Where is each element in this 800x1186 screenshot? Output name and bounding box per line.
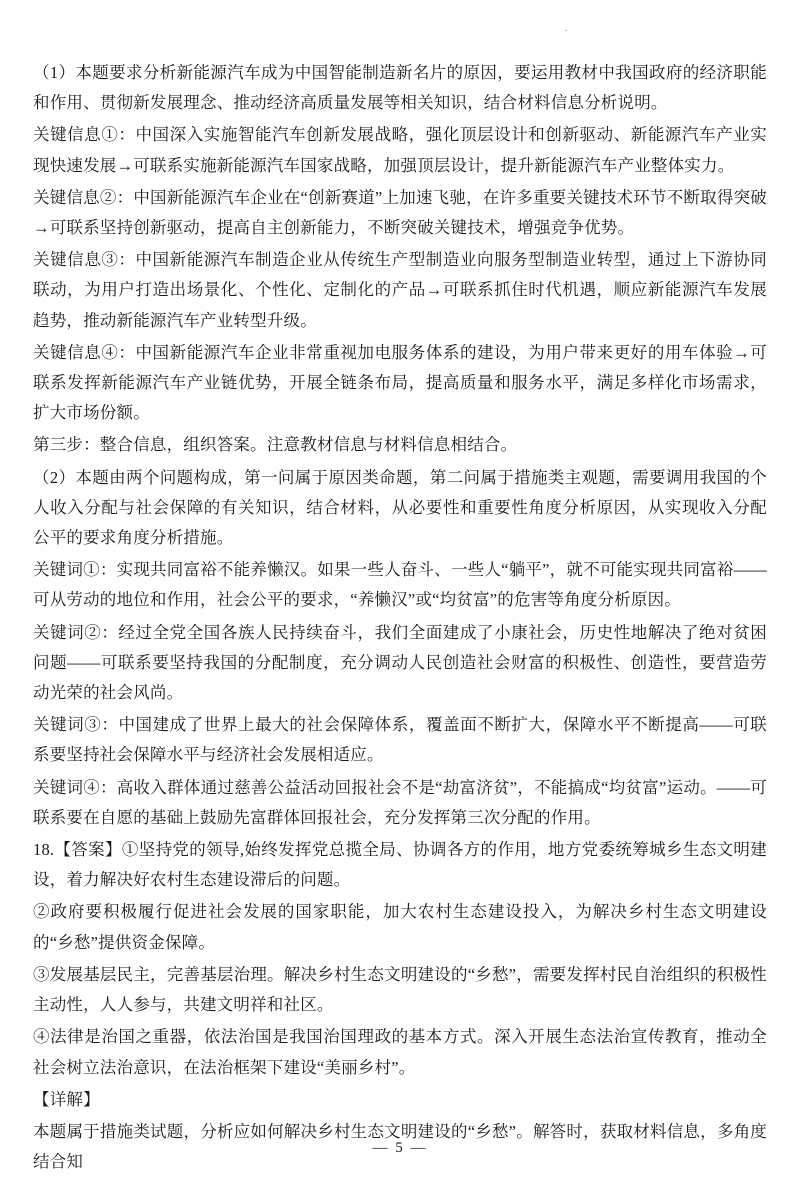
- answer-sheet-content: [33, 58, 767, 1179]
- q17-key-info-1-paragraph: 关键信息①：中国深入实施智能汽车创新发展战略，强化顶层设计和创新驱动、新能源汽车产业实现快速发展→可联系实施新能源汽车国家战略，加强顶层设计，提升新能源汽车产业整体实力。: [33, 125, 767, 175]
- q18-answer-point-4-paragraph: ④法律是治国之重器，依法治国是我国治国理政的基本方式。深入开展生态法治宣传教育，推动全社会树立法治意识，在法治框架下建设“美丽乡村”。: [33, 1027, 767, 1077]
- q18-answer-point-2-paragraph: ②政府要积极履行促进社会发展的国家职能，加大农村生态建设投入，为解决乡村生态文明建设的“乡愁”提供资金保障。: [33, 902, 767, 952]
- page-number: — 5 —: [372, 1140, 428, 1156]
- q17-part1-method-paragraph: （1）本题要求分析新能源汽车成为中国智能制造新名片的原因，要运用教材中我国政府的经济职能和作用、贯彻新发展理念、推动经济高质量发展等相关知识，结合材料信息分析说明。: [33, 63, 767, 113]
- q17-key-info-4-paragraph: 关键信息④：中国新能源汽车企业非常重视加电服务体系的建设，为用户带来更好的用车体验→可联系发挥新能源汽车产业链优势，开展全链条布局，提高质量和服务水平，满足多样化市场需求，扩大市场份额。: [33, 342, 767, 423]
- q17-step3-paragraph: 第三步：整合信息，组织答案。注意教材信息与材料信息相结合。: [33, 435, 518, 455]
- q17-keyword-4-paragraph: 关键词④：高收入群体通过慈善公益活动回报社会不是“劫富济贫”，不能搞成“均贫富”运动。——可联系要在自愿的基础上鼓励先富群体回报社会，充分发挥第三次分配的作用。: [33, 777, 767, 827]
- q18-answer-point-1-paragraph: 18.【答案】①坚持党的领导,始终发挥党总揽全局、协调各方的作用，地方党委统筹城乡生态文明建设，着力解决好农村生态建设滞后的问题。: [33, 840, 767, 890]
- stray-mark: ·: [564, 25, 568, 37]
- q18-answer-point-3-paragraph: ③发展基层民主，完善基层治理。解决乡村生态文明建设的“乡愁”，需要发挥村民自治组织的积极性主动性，人人参与，共建文明祥和社区。: [33, 964, 767, 1015]
- q17-keyword-2-paragraph: 关键词②：经过全党全国各族人民持续奋斗，我们全面建成了小康社会，历史性地解决了绝对贫困问题——可联系要坚持我国的分配制度，充分调动人民创造社会财富的积极性、创造性，要营造劳动光荣的社会风尚。: [33, 622, 767, 703]
- q17-key-info-2-paragraph: 关键信息②：中国新能源汽车企业在“创新赛道”上加速飞驰，在许多重要关键技术环节不断取得突破→可联系坚持创新驱动，提高自主创新能力，不断突破关键技术，增强竞争优势。: [33, 187, 767, 238]
- q17-keyword-1-paragraph: 关键词①：实现共同富裕不能养懒汉。如果一些人奋斗、一些人“躺平”，就不可能实现共同富裕——可从劳动的地位和作用，社会公平的要求，“养懒汉”或“均贫富”的危害等角度分析原因。: [33, 560, 767, 610]
- q18-detail-heading: 【详解】: [33, 1089, 100, 1109]
- q17-keyword-3-paragraph: 关键词③：中国建成了世界上最大的社会保障体系，覆盖面不断扩大，保障水平不断提高——可联系要坚持社会保障水平与经济社会发展相适应。: [33, 715, 767, 765]
- q17-part2-method-paragraph: （2）本题由两个问题构成，第一问属于原因类命题，第二问属于措施类主观题，需要调用我国的个人收入分配与社会保障的有关知识，结合材料，从必要性和重要性角度分析原因，从实现收入分配公平的要求角度分析措施。: [33, 467, 767, 548]
- q18-detail-text-paragraph: 本题属于措施类试题，分析应如何解决乡村生态文明建设的“乡愁”。解答时，获取材料信息，多角度结合知: [33, 1121, 767, 1172]
- q17-key-info-3-paragraph: 关键信息③：中国新能源汽车制造企业从传统生产型制造业向服务型制造业转型，通过上下游协同联动，为用户打造出场景化、个性化、定制化的产品→可联系抓住时代机遇，顺应新能源汽车发展趋势，推动新能源汽车产业转型升级。: [33, 250, 767, 330]
